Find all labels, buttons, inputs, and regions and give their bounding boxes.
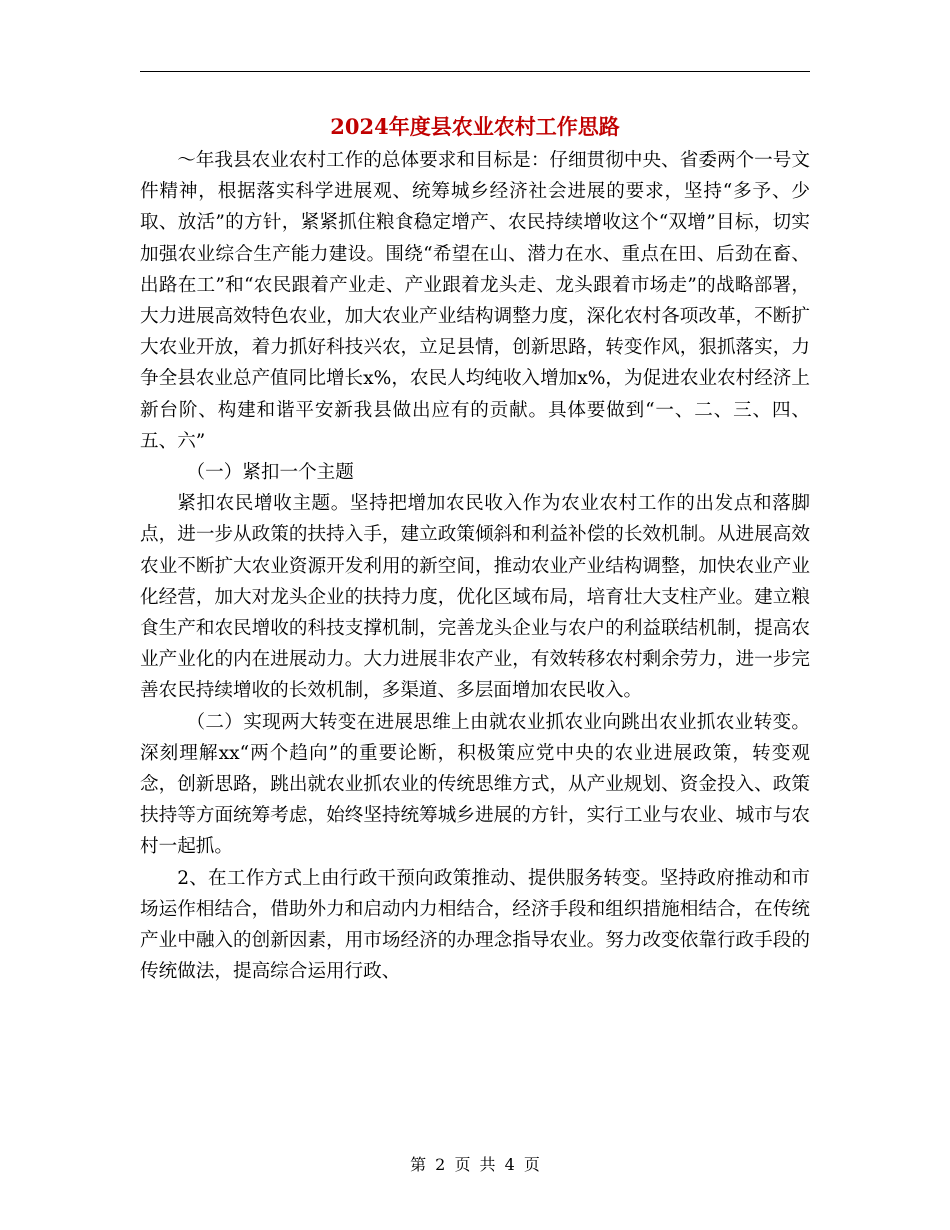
- document-title: 2024年度县农业农村工作思路: [330, 114, 620, 139]
- paragraph-intro: ～年我县农业农村工作的总体要求和目标是：仔细贯彻中央、省委两个一号文件精神，根据落实科学进展观、统筹城乡经济社会进展的要求，坚持“多予、少取、放活”的方针，紧紧抓住粮食稳定增产、农民持续增收这个“双增”目标，切实加强农业综合生产能力建设。围绕“希望在山、潜力在水、重点在田、后劲在畜、出路在工”和“农民跟着产业走、产业跟着龙头走、龙头跟着市场走”的战略部署，大力进展高效特色农业，加大农业产业结构调整力度，深化农村各项改革，不断扩大农业开放，着力抓好科技兴农，立足县情，创新思路，转变作风，狠抓落实，力争全县农业总产值同比增长x%，农民人均纯收入增加x%，为促进农业农村经济上新台阶、构建和谐平安新我县做出应有的贡献。具体要做到“一、二、三、四、五、六”: [140, 150, 810, 452]
- paragraph-two-changes: （二）实现两大转变在进展思维上由就农业抓农业向跳出农业抓农业转变。深刻理解xx“两个趋向”的重要论断，积极策应党中央的农业进展政策，转变观念，创新思路，跳出就农业抓农业的传统思维方式，从产业规划、资金投入、政策扶持等方面统筹考虑，始终坚持统筹城乡进展的方针，实行工业与农业、城市与农村一起抓。: [140, 711, 810, 858]
- paragraph-work-method: 2、在工作方式上由行政干预向政策推动、提供服务转变。坚持政府推动和市场运作相结合，借助外力和启动内力相结合，经济手段和组织措施相结合，在传统产业中融入的创新因素，用市场经济的办理念指导农业。努力改变依靠行政手段的传统做法，提高综合运用行政、: [140, 867, 810, 983]
- document-body: [140, 145, 810, 987]
- section-heading-1: （一）紧扣一个主题: [186, 462, 354, 484]
- page-footer: 第 2 页 共 4 页: [410, 1155, 540, 1174]
- paragraph-theme: 紧扣农民增收主题。坚持把增加农民收入作为农业农村工作的出发点和落脚点，进一步从政策的扶持入手，建立政策倾斜和利益补偿的长效机制。从进展高效农业不断扩大农业资源开发利用的新空间，推动农业产业结构调整，加快农业产业化经营，加大对龙头企业的扶持力度，优化区域布局，培育壮大支柱产业。建立粮食生产和农民增收的科技支撑机制，完善龙头企业与农户的利益联结机制，提高农业产业化的内在进展动力。大力进展非农产业，有效转移农村剩余劳力，进一步完善农民持续增收的长效机制，多渠道、多层面增加农民收入。: [140, 493, 810, 702]
- header-rule: [140, 71, 810, 72]
